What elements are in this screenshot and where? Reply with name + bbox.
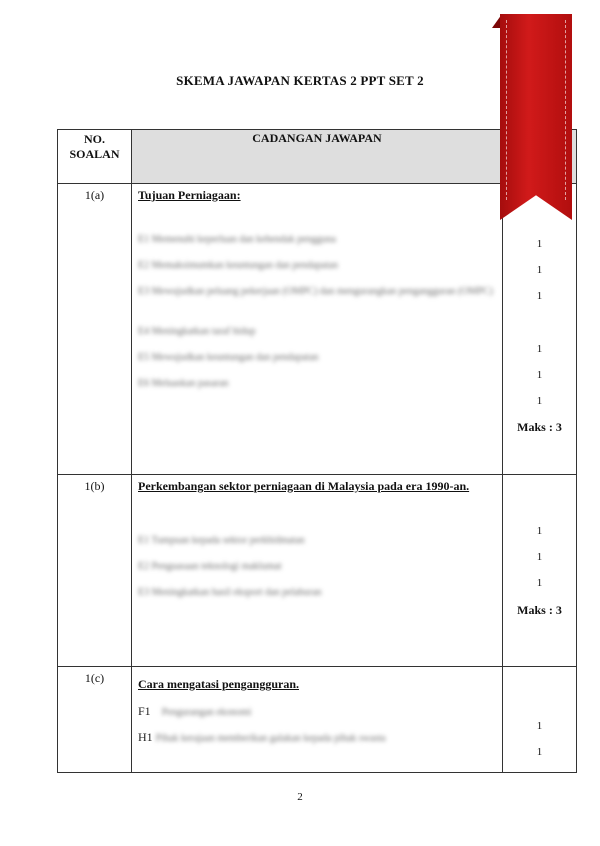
mark-value: 1: [536, 343, 543, 355]
answer-point: E4 Meningkatkan taraf hidup: [138, 326, 256, 337]
mark-value: 1: [536, 369, 543, 381]
mark-value: 1: [536, 577, 543, 589]
mark-value: 1: [536, 290, 543, 302]
marks-cell: [503, 667, 577, 773]
table-header-row: [58, 130, 577, 184]
answer-point: E3 Mewujudkan peluang pekerjaan (OMPC) dan mengurangkan pengangguran (OMPC): [138, 286, 493, 297]
answer-point: H1 Pihak kerajaan memberikan galakan kepada pihak swasta: [138, 730, 386, 744]
sample-label: SAMPLE: [22, 50, 52, 175]
question-number: 1(c): [58, 667, 132, 773]
header-no-line2: SOALAN: [69, 147, 120, 161]
header-answer: CADANGAN JAWAPAN: [132, 130, 503, 184]
mark-value: 1: [536, 746, 543, 758]
mark-value: 1: [536, 264, 543, 276]
marks-cell: [503, 475, 577, 667]
answer-point: E1 Tumpuan kepada sektor perkhidmatan: [138, 535, 305, 546]
question-number: 1(a): [58, 184, 132, 475]
table-row: [58, 184, 577, 475]
sample-ribbon: [500, 14, 572, 220]
answer-point: E1 Memenuhi keperluan dan kehendak pengguna: [138, 234, 336, 245]
header-question-number: [58, 130, 132, 184]
answer-point: E3 Meningkatkan hasil eksport dan pelaburan: [138, 587, 322, 598]
answer-point: E2 Memaksimumkan keuntungan dan pendapatan: [138, 260, 338, 271]
mark-value: 1: [536, 238, 543, 250]
answer-cell: [132, 667, 503, 773]
question-number: 1(b): [58, 475, 132, 667]
max-marks: Maks : 3: [517, 420, 562, 434]
header-no-line1: NO.: [84, 132, 105, 146]
sample-url: WWW.TESTPAPER.COM.MY: [50, 72, 57, 182]
marks-cell: [503, 184, 577, 475]
table-row: [58, 475, 577, 667]
max-marks: Maks : 3: [517, 603, 562, 617]
answer-point: E2 Penguasaan teknologi maklumat: [138, 561, 282, 572]
answer-cell: [132, 184, 503, 475]
answer-heading: Tujuan Perniagaan:: [138, 188, 241, 202]
answer-point: F1 Pengurangan ekonomi: [138, 704, 252, 718]
answer-point: E6 Meluaskan pasaran: [138, 378, 229, 389]
answer-cell: [132, 475, 503, 667]
mark-value: 1: [536, 525, 543, 537]
answer-heading: Cara mengatasi pengangguran.: [138, 677, 300, 691]
answer-heading: Perkembangan sektor perniagaan di Malaysia pada era 1990-an.: [138, 479, 470, 493]
page-title: SKEMA JAWAPAN KERTAS 2 PPT SET 2: [176, 73, 424, 88]
answer-scheme-table: [57, 129, 577, 773]
ribbon-stitching: [506, 20, 566, 200]
answer-point: E5 Mewujudkan keuntungan dan pendapatan: [138, 352, 319, 363]
page-number: 2: [297, 791, 303, 803]
table-row: [58, 667, 577, 773]
mark-value: 1: [536, 551, 543, 563]
mark-value: 1: [536, 720, 543, 732]
mark-value: 1: [536, 395, 543, 407]
